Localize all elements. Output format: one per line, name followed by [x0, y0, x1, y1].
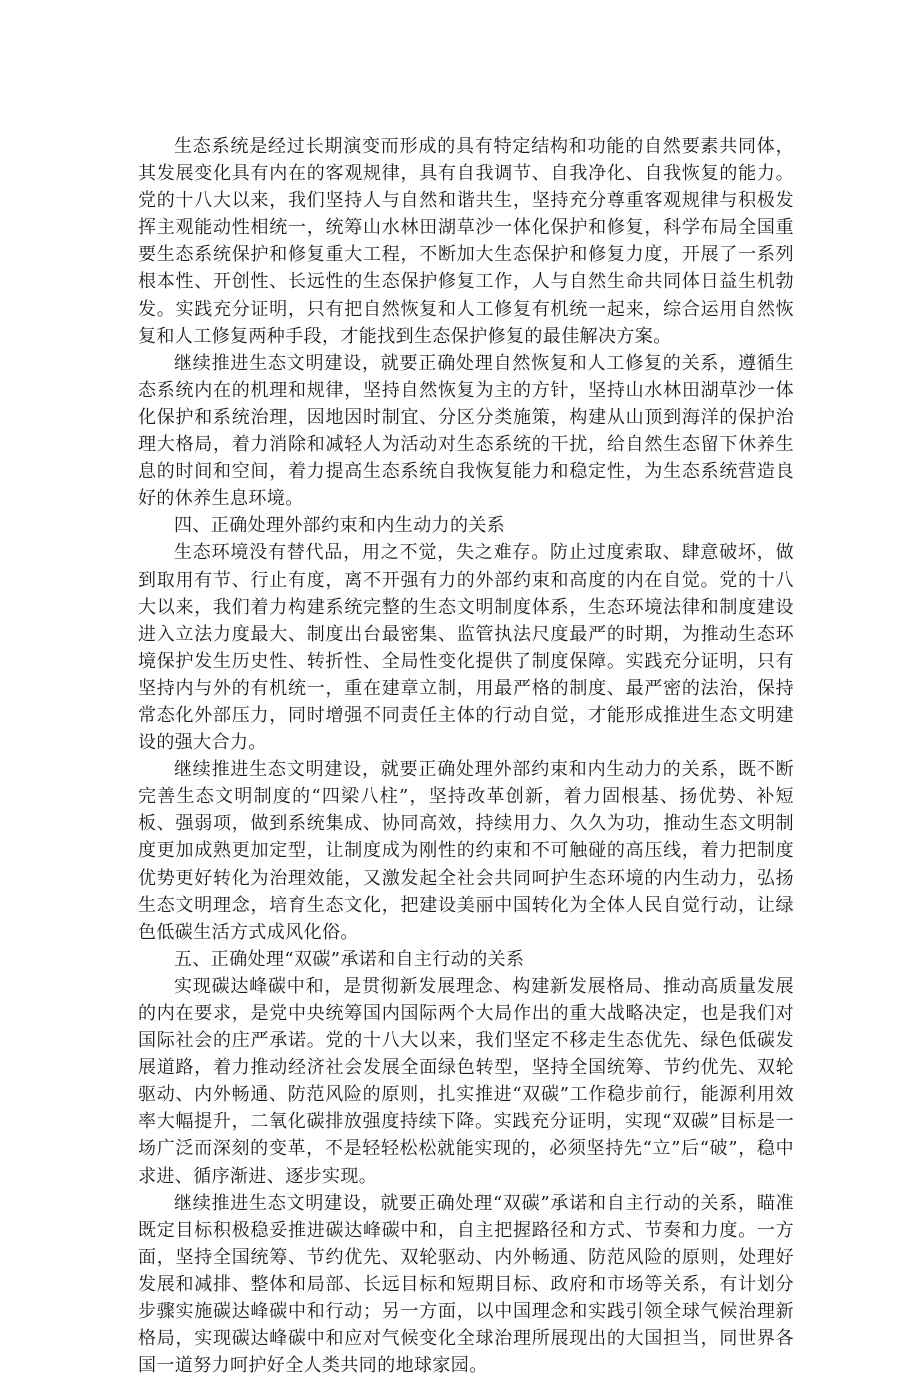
document-body: [138, 133, 794, 1379]
paragraph-natural-restoration: 继续推进生态文明建设，就要正确处理自然恢复和人工修复的关系，遵循生态系统内在的机理和规律，坚持自然恢复为主的方针，坚持山水林田湖草沙一体化保护和系统治理，因地因时制宜、分区分类施策，构建从山顶到海洋的保护治理大格局，着力消除和减轻人为活动对生态系统的干扰，给自然生态留下休养生息的时间和空间，着力提高生态系统自我恢复能力和稳定性，为生态系统营造良好的休养生息环境。: [138, 352, 794, 510]
section-heading-5: 五、正确处理“双碳”承诺和自主行动的关系: [174, 948, 525, 970]
paragraph-external-constraint: 生态环境没有替代品，用之不觉，失之难存。防止过度索取、肆意破坏，做到取用有节、行止有度，离不开强有力的外部约束和高度的内在自觉。党的十八大以来，我们着力构建系统完整的生态文明制度体系，生态环境法律和制度建设进入立法力度最大、制度出台最密集、监管执法尺度最严的时期，为推动生态环境保护发生历史性、转折性、全局性变化提供了制度保障。实践充分证明，只有坚持内与外的有机统一，重在建章立制，用最严格的制度、最严密的法治，保持常态化外部压力，同时增强不同责任主体的行动自觉，才能形成推进生态文明建设的强大合力。: [138, 542, 794, 754]
paragraph-internal-motivation: 继续推进生态文明建设，就要正确处理外部约束和内生动力的关系，既不断完善生态文明制度的“四梁八柱”，坚持改革创新，着力固根基、扬优势、补短板、强弱项，做到系统集成、协同高效，持续用力、久久为功，推动生态文明制度更加成熟更加定型，让制度成为刚性的约束和不可触碰的高压线，着力把制度优势更好转化为治理效能，又激发起全社会共同呵护生态环境的内生动力，弘扬生态文明理念，培育生态文化，把建设美丽中国转化为全体人民自觉行动，让绿色低碳生活方式成风化俗。: [138, 759, 794, 943]
section-heading-4: 四、正确处理外部约束和内生动力的关系: [174, 515, 506, 537]
paragraph-ecosystem-intro: 生态系统是经过长期演变而形成的具有特定结构和功能的自然要素共同体，其发展变化具有内在的客观规律，具有自我调节、自我净化、自我恢复的能力。党的十八大以来，我们坚持人与自然和谐共生，坚持充分尊重客观规律与积极发挥主观能动性相统一，统筹山水林田湖草沙一体化保护和修复，科学布局全国重要生态系统保护和修复重大工程，不断加大生态保护和修复力度，开展了一系列根本性、开创性、长远性的生态保护修复工作，人与自然生命共同体日益生机勃发。实践充分证明，只有把自然恢复和人工修复有机统一起来，综合运用自然恢复和人工修复两种手段，才能找到生态保护修复的最佳解决方案。: [138, 136, 794, 347]
paragraph-carbon-goals: 实现碳达峰碳中和，是贯彻新发展理念、构建新发展格局、推动高质量发展的内在要求，是党中央统筹国内国际两个大局作出的重大战略决定，也是我们对国际社会的庄严承诺。党的十八大以来，我们坚定不移走生态优先、绿色低碳发展道路，着力推动经济社会发展全面绿色转型，坚持全国统筹、节约优先、双轮驱动、内外畅通、防范风险的原则，扎实推进“双碳”工作稳步前行，能源利用效率大幅提升，二氧化碳排放强度持续下降。实践充分证明，实现“双碳”目标是一场广泛而深刻的变革，不是轻轻松松就能实现的，必须坚持先“立”后“破”，稳中求进、循序渐进、逐步实现。: [138, 975, 794, 1187]
paragraph-carbon-action: 继续推进生态文明建设，就要正确处理“双碳”承诺和自主行动的关系，瞄准既定目标积极稳妥推进碳达峰碳中和，自主把握路径和方式、节奏和力度。一方面，坚持全国统筹、节约优先、双轮驱动、内外畅通、防范风险的原则，处理好发展和减排、整体和局部、长远目标和短期目标、政府和市场等关系，有计划分步骤实施碳达峰碳中和行动；另一方面，以中国理念和实践引领全球气候治理新格局，实现碳达峰碳中和应对气候变化全球治理所展现出的大国担当，同世界各国一道努力呵护好全人类共同的地球家园。: [138, 1192, 794, 1377]
